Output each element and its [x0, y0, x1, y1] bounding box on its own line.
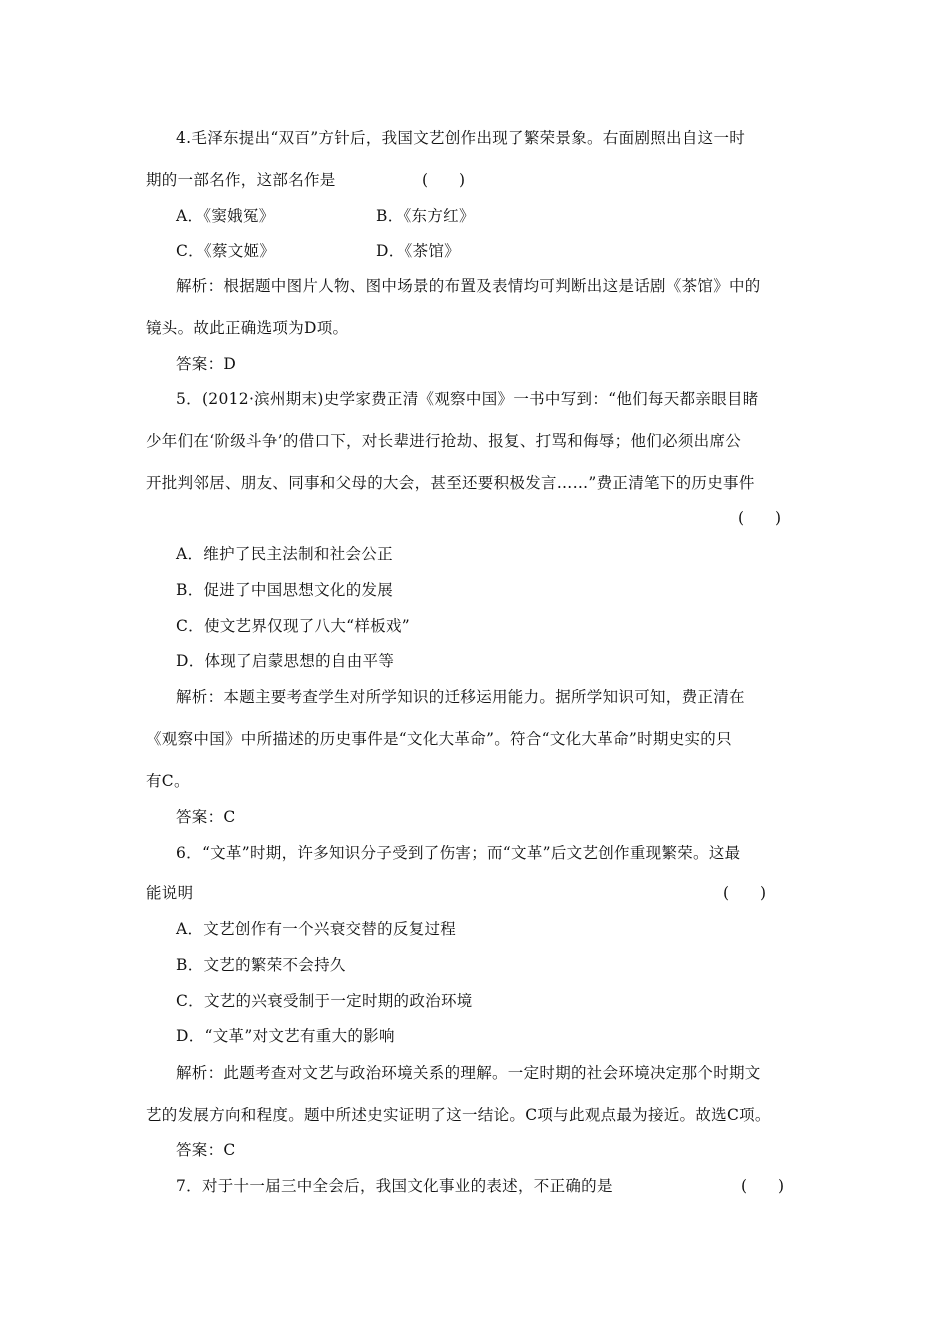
q5-stem-line2: 少年们在‘阶级斗争’的借口下，对长辈进行抢劫、报复、打骂和侮辱；他们必须出席公: [146, 432, 742, 450]
q7-answer-paren: ( ): [741, 1177, 785, 1195]
q6-option-b: B．文艺的繁荣不会持久: [176, 956, 346, 974]
q5-option-b: B．促进了中国思想文化的发展: [176, 581, 394, 599]
q5-answer: 答案：C: [176, 808, 236, 826]
q5-option-a: A．维护了民主法制和社会公正: [176, 545, 393, 563]
q6-answer-paren: ( ): [723, 884, 767, 902]
q5-option-c: C．使文艺界仅现了八大“样板戏”: [176, 617, 411, 635]
q6-answer: 答案：C: [176, 1141, 236, 1159]
q5-analysis-line3: 有C。: [146, 772, 190, 790]
q4-stem-line2: 期的一部名作，这部名作是: [146, 171, 336, 189]
q4-option-b: B．《东方红》: [376, 207, 475, 225]
q5-answer-paren: ( ): [738, 509, 782, 527]
q4-option-a: A．《窦娥冤》: [176, 207, 275, 225]
q5-stem-line1: 5．(2012·滨州期末)史学家费正清《观察中国》一书中写到：“他们每天都亲眼目睹: [176, 390, 759, 408]
q6-option-c: C．文艺的兴衰受制于一定时期的政治环境: [176, 992, 473, 1010]
q4-analysis-line2: 镜头。故此正确选项为D项。: [146, 319, 349, 337]
q5-stem-line3: 开批判邻居、朋友、同事和父母的大会，甚至还要积极发言……”费正清笔下的历史事件: [146, 474, 755, 492]
q6-analysis-line2: 艺的发展方向和程度。题中所述史实证明了这一结论。C项与此观点最为接近。故选C项。: [146, 1106, 771, 1124]
q4-analysis-line1: 解析：根据题中图片人物、图中场景的布置及表情均可判断出这是话剧《茶馆》中的: [176, 277, 761, 295]
q4-option-d: D．《茶馆》: [376, 242, 460, 260]
q5-analysis-line2: 《观察中国》中所描述的历史事件是“文化大革命”。符合“文化大革命”时期史实的只: [146, 730, 732, 748]
q5-option-d: D．体现了启蒙思想的自由平等: [176, 652, 395, 670]
q5-analysis-line1: 解析：本题主要考查学生对所学知识的迁移运用能力。据所学知识可知，费正清在: [176, 688, 745, 706]
q6-option-a: A．文艺创作有一个兴衰交替的反复过程: [176, 920, 457, 938]
q4-answer-paren: ( ): [422, 171, 466, 189]
q6-stem-line2: 能说明: [146, 884, 194, 902]
q4-option-c: C．《蔡文姬》: [176, 242, 276, 260]
q6-analysis-line1: 解析：此题考查对文艺与政治环境关系的理解。一定时期的社会环境决定那个时期文: [176, 1064, 761, 1082]
q4-answer: 答案：D: [176, 355, 237, 373]
q6-option-d: D．“文革”对文艺有重大的影响: [176, 1027, 395, 1045]
q7-stem-line1: 7．对于十一届三中全会后，我国文化事业的表述，不正确的是: [176, 1177, 613, 1195]
q4-stem-line1: 4.毛泽东提出“双百”方针后，我国文艺创作出现了繁荣景象。右面剧照出自这一时: [176, 129, 746, 147]
q6-stem-line1: 6．“文革”时期，许多知识分子受到了伤害；而“文革”后文艺创作重现繁荣。这最: [176, 844, 741, 862]
